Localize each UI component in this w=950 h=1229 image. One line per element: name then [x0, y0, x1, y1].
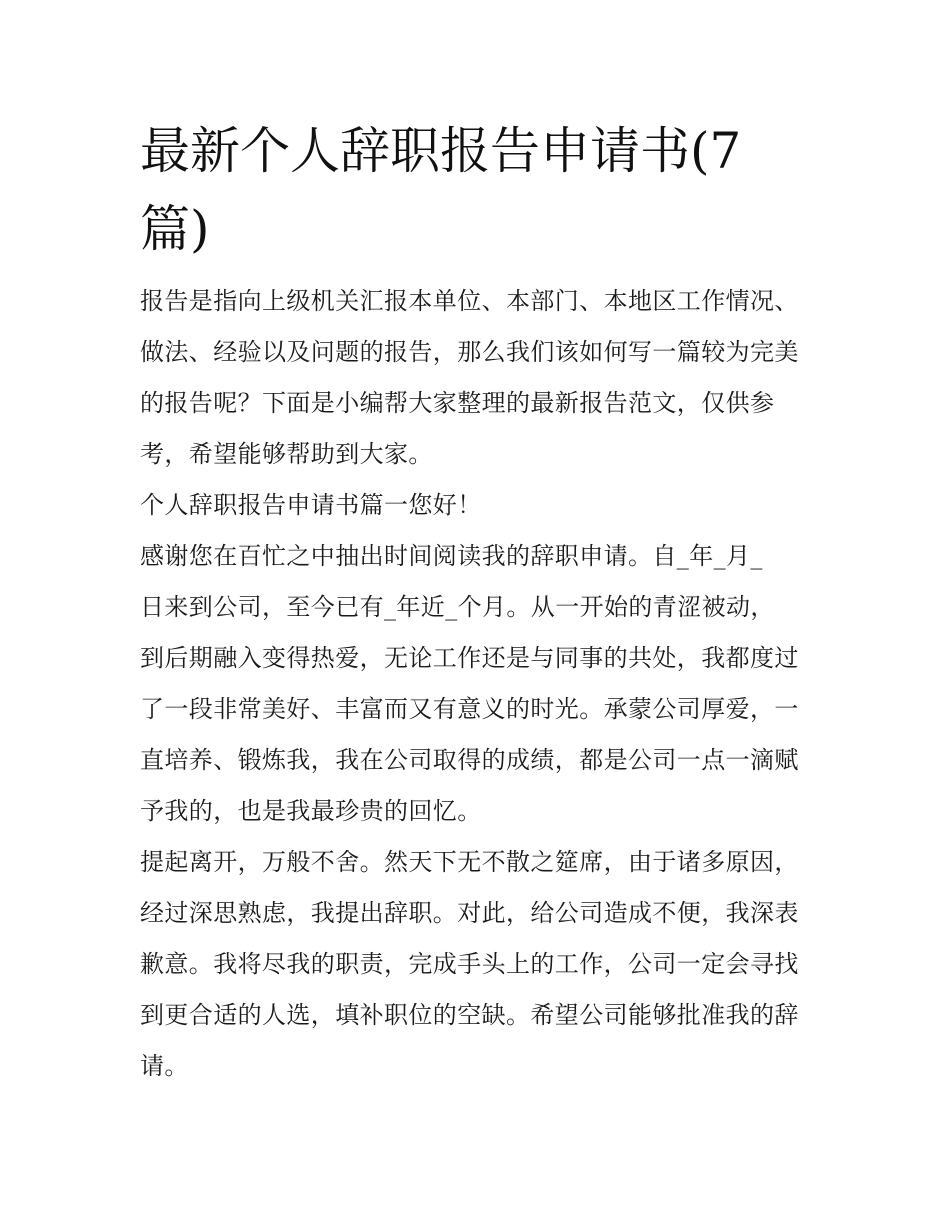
title-line-1: 最新个人辞职报告申请书(7: [140, 122, 742, 180]
text-line: 感谢您在百忙之中抽出时间阅读我的辞职申请。自_年_月_: [140, 542, 763, 570]
text-line: 歉意。我将尽我的职责，完成手头上的工作，公司一定会寻找: [140, 950, 799, 978]
paragraph-thanks: [140, 531, 820, 837]
text-line: 报告是指向上级机关汇报本单位、本部门、本地区工作情况、: [140, 287, 799, 315]
text-line: 予我的，也是我最珍贵的回忆。: [140, 797, 482, 825]
text-line: 做法、经验以及问题的报告，那么我们该如何写一篇较为完美: [140, 338, 799, 366]
paragraph-intro: [140, 276, 820, 480]
text-line: 提起离开，万般不舍。然天下无不散之筵席，由于诸多原因，: [140, 848, 799, 876]
text-line: 经过深思熟虑，我提出辞职。对此，给公司造成不便，我深表: [140, 899, 799, 927]
text-line: 个人辞职报告申请书篇一您好！: [140, 491, 482, 519]
document-title: [140, 112, 780, 268]
paragraph-resignation: [140, 837, 820, 1092]
text-line: 请。: [140, 1052, 189, 1080]
text-line: 考，希望能够帮助到大家。: [140, 440, 433, 468]
text-line: 的报告呢？下面是小编帮大家整理的最新报告范文，仅供参: [140, 389, 775, 417]
text-line: 到更合适的人选，填补职位的空缺。希望公司能够批准我的辞: [140, 1001, 799, 1029]
document-body: [140, 276, 820, 1092]
text-line: 直培养、锻炼我，我在公司取得的成绩，都是公司一点一滴赋: [140, 746, 799, 774]
text-line: 了一段非常美好、丰富而又有意义的时光。承蒙公司厚爱，一: [140, 695, 799, 723]
paragraph-section-heading: [140, 480, 820, 531]
text-line: 到后期融入变得热爱，无论工作还是与同事的共处，我都度过: [140, 644, 799, 672]
text-line: 日来到公司，至今已有_年近_个月。从一开始的青涩被动，: [140, 593, 775, 621]
title-line-2: 篇): [140, 200, 210, 258]
